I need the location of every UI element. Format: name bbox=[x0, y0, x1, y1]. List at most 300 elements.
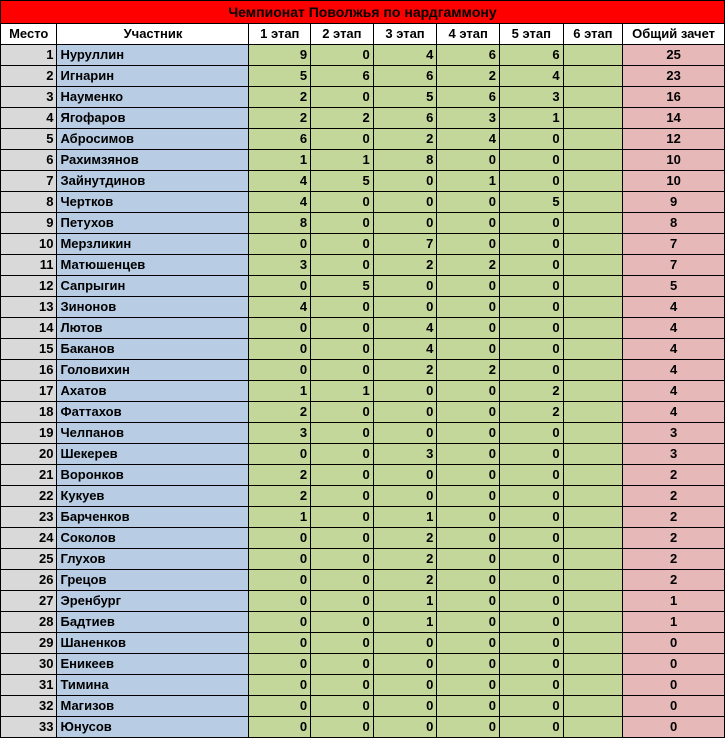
stage-4-cell[interactable]: 0 bbox=[437, 444, 500, 465]
stage-3-cell[interactable]: 0 bbox=[373, 171, 437, 192]
stage-2-cell[interactable]: 0 bbox=[311, 528, 374, 549]
stage-6-cell[interactable] bbox=[563, 192, 623, 213]
stage-4-cell[interactable]: 2 bbox=[437, 66, 500, 87]
stage-3-cell[interactable]: 0 bbox=[373, 297, 437, 318]
stage-1-cell[interactable]: 4 bbox=[249, 171, 311, 192]
place-cell[interactable]: 22 bbox=[1, 486, 57, 507]
participant-name-cell[interactable]: Тимина bbox=[57, 675, 249, 696]
participant-name-cell[interactable]: Лютов bbox=[57, 318, 249, 339]
stage-1-cell[interactable]: 0 bbox=[249, 654, 311, 675]
stage-3-cell[interactable]: 0 bbox=[373, 675, 437, 696]
stage-6-cell[interactable] bbox=[563, 549, 623, 570]
stage-5-cell[interactable]: 4 bbox=[499, 66, 563, 87]
total-cell[interactable]: 7 bbox=[623, 234, 725, 255]
stage-3-cell[interactable]: 2 bbox=[373, 129, 437, 150]
stage-1-cell[interactable]: 0 bbox=[249, 360, 311, 381]
total-cell[interactable]: 4 bbox=[623, 339, 725, 360]
stage-4-cell[interactable]: 0 bbox=[437, 528, 500, 549]
stage-3-cell[interactable]: 4 bbox=[373, 339, 437, 360]
stage-4-cell[interactable]: 0 bbox=[437, 318, 500, 339]
header-stage-1[interactable]: 1 этап bbox=[249, 24, 311, 45]
stage-5-cell[interactable]: 0 bbox=[499, 612, 563, 633]
stage-4-cell[interactable]: 0 bbox=[437, 276, 500, 297]
stage-6-cell[interactable] bbox=[563, 108, 623, 129]
stage-2-cell[interactable]: 0 bbox=[311, 423, 374, 444]
stage-4-cell[interactable]: 0 bbox=[437, 234, 500, 255]
stage-3-cell[interactable]: 0 bbox=[373, 192, 437, 213]
stage-1-cell[interactable]: 0 bbox=[249, 612, 311, 633]
participant-name-cell[interactable]: Барченков bbox=[57, 507, 249, 528]
total-cell[interactable]: 4 bbox=[623, 381, 725, 402]
stage-2-cell[interactable]: 1 bbox=[311, 381, 374, 402]
stage-6-cell[interactable] bbox=[563, 528, 623, 549]
stage-6-cell[interactable] bbox=[563, 318, 623, 339]
stage-1-cell[interactable]: 0 bbox=[249, 717, 311, 738]
total-cell[interactable]: 4 bbox=[623, 360, 725, 381]
stage-4-cell[interactable]: 0 bbox=[437, 381, 500, 402]
stage-2-cell[interactable]: 0 bbox=[311, 402, 374, 423]
participant-name-cell[interactable]: Рахимзянов bbox=[57, 150, 249, 171]
place-cell[interactable]: 3 bbox=[1, 87, 57, 108]
stage-3-cell[interactable]: 0 bbox=[373, 423, 437, 444]
stage-1-cell[interactable]: 0 bbox=[249, 549, 311, 570]
stage-4-cell[interactable]: 6 bbox=[437, 87, 500, 108]
stage-2-cell[interactable]: 0 bbox=[311, 444, 374, 465]
participant-name-cell[interactable]: Ахатов bbox=[57, 381, 249, 402]
stage-1-cell[interactable]: 1 bbox=[249, 381, 311, 402]
participant-name-cell[interactable]: Шаненков bbox=[57, 633, 249, 654]
stage-4-cell[interactable]: 0 bbox=[437, 213, 500, 234]
stage-3-cell[interactable]: 8 bbox=[373, 150, 437, 171]
stage-1-cell[interactable]: 0 bbox=[249, 675, 311, 696]
stage-3-cell[interactable]: 0 bbox=[373, 402, 437, 423]
stage-6-cell[interactable] bbox=[563, 234, 623, 255]
stage-2-cell[interactable]: 0 bbox=[311, 549, 374, 570]
stage-3-cell[interactable]: 4 bbox=[373, 45, 437, 66]
total-cell[interactable]: 2 bbox=[623, 486, 725, 507]
place-cell[interactable]: 25 bbox=[1, 549, 57, 570]
participant-name-cell[interactable]: Челпанов bbox=[57, 423, 249, 444]
place-cell[interactable]: 23 bbox=[1, 507, 57, 528]
participant-name-cell[interactable]: Нуруллин bbox=[57, 45, 249, 66]
stage-5-cell[interactable]: 0 bbox=[499, 297, 563, 318]
stage-6-cell[interactable] bbox=[563, 465, 623, 486]
participant-name-cell[interactable]: Абросимов bbox=[57, 129, 249, 150]
stage-2-cell[interactable]: 0 bbox=[311, 129, 374, 150]
place-cell[interactable]: 28 bbox=[1, 612, 57, 633]
participant-name-cell[interactable]: Зинонов bbox=[57, 297, 249, 318]
place-cell[interactable]: 9 bbox=[1, 213, 57, 234]
stage-5-cell[interactable]: 0 bbox=[499, 360, 563, 381]
table-title[interactable]: Чемпионат Поволжья по нардгаммону bbox=[1, 1, 725, 24]
stage-1-cell[interactable]: 1 bbox=[249, 150, 311, 171]
stage-3-cell[interactable]: 2 bbox=[373, 549, 437, 570]
stage-6-cell[interactable] bbox=[563, 633, 623, 654]
stage-3-cell[interactable]: 4 bbox=[373, 318, 437, 339]
place-cell[interactable]: 13 bbox=[1, 297, 57, 318]
participant-name-cell[interactable]: Науменко bbox=[57, 87, 249, 108]
place-cell[interactable]: 6 bbox=[1, 150, 57, 171]
total-cell[interactable]: 14 bbox=[623, 108, 725, 129]
total-cell[interactable]: 2 bbox=[623, 507, 725, 528]
stage-6-cell[interactable] bbox=[563, 381, 623, 402]
stage-1-cell[interactable]: 0 bbox=[249, 591, 311, 612]
place-cell[interactable]: 33 bbox=[1, 717, 57, 738]
stage-4-cell[interactable]: 0 bbox=[437, 675, 500, 696]
place-cell[interactable]: 7 bbox=[1, 171, 57, 192]
stage-3-cell[interactable]: 2 bbox=[373, 360, 437, 381]
stage-4-cell[interactable]: 0 bbox=[437, 465, 500, 486]
stage-2-cell[interactable]: 0 bbox=[311, 612, 374, 633]
place-cell[interactable]: 16 bbox=[1, 360, 57, 381]
stage-1-cell[interactable]: 1 bbox=[249, 507, 311, 528]
stage-3-cell[interactable]: 0 bbox=[373, 276, 437, 297]
place-cell[interactable]: 18 bbox=[1, 402, 57, 423]
stage-5-cell[interactable]: 0 bbox=[499, 171, 563, 192]
stage-6-cell[interactable] bbox=[563, 675, 623, 696]
stage-2-cell[interactable]: 0 bbox=[311, 570, 374, 591]
stage-2-cell[interactable]: 0 bbox=[311, 633, 374, 654]
stage-1-cell[interactable]: 0 bbox=[249, 234, 311, 255]
stage-2-cell[interactable]: 0 bbox=[311, 318, 374, 339]
stage-5-cell[interactable]: 0 bbox=[499, 591, 563, 612]
total-cell[interactable]: 23 bbox=[623, 66, 725, 87]
participant-name-cell[interactable]: Петухов bbox=[57, 213, 249, 234]
stage-5-cell[interactable]: 0 bbox=[499, 570, 563, 591]
stage-6-cell[interactable] bbox=[563, 486, 623, 507]
stage-6-cell[interactable] bbox=[563, 654, 623, 675]
place-cell[interactable]: 32 bbox=[1, 696, 57, 717]
stage-2-cell[interactable]: 0 bbox=[311, 717, 374, 738]
stage-3-cell[interactable]: 5 bbox=[373, 87, 437, 108]
header-participant[interactable]: Участник bbox=[57, 24, 249, 45]
stage-4-cell[interactable]: 0 bbox=[437, 717, 500, 738]
stage-4-cell[interactable]: 0 bbox=[437, 591, 500, 612]
stage-6-cell[interactable] bbox=[563, 717, 623, 738]
participant-name-cell[interactable]: Баканов bbox=[57, 339, 249, 360]
stage-1-cell[interactable]: 3 bbox=[249, 255, 311, 276]
stage-1-cell[interactable]: 0 bbox=[249, 339, 311, 360]
stage-5-cell[interactable]: 0 bbox=[499, 549, 563, 570]
total-cell[interactable]: 10 bbox=[623, 150, 725, 171]
place-cell[interactable]: 17 bbox=[1, 381, 57, 402]
header-stage-2[interactable]: 2 этап bbox=[311, 24, 374, 45]
stage-4-cell[interactable]: 0 bbox=[437, 423, 500, 444]
participant-name-cell[interactable]: Фаттахов bbox=[57, 402, 249, 423]
stage-5-cell[interactable]: 6 bbox=[499, 45, 563, 66]
stage-5-cell[interactable]: 0 bbox=[499, 150, 563, 171]
place-cell[interactable]: 31 bbox=[1, 675, 57, 696]
stage-1-cell[interactable]: 6 bbox=[249, 129, 311, 150]
stage-3-cell[interactable]: 6 bbox=[373, 66, 437, 87]
participant-name-cell[interactable]: Шекерев bbox=[57, 444, 249, 465]
stage-1-cell[interactable]: 4 bbox=[249, 297, 311, 318]
stage-2-cell[interactable]: 0 bbox=[311, 654, 374, 675]
stage-5-cell[interactable]: 1 bbox=[499, 108, 563, 129]
stage-1-cell[interactable]: 0 bbox=[249, 570, 311, 591]
stage-4-cell[interactable]: 0 bbox=[437, 696, 500, 717]
stage-6-cell[interactable] bbox=[563, 570, 623, 591]
stage-2-cell[interactable]: 0 bbox=[311, 360, 374, 381]
place-cell[interactable]: 2 bbox=[1, 66, 57, 87]
stage-5-cell[interactable]: 5 bbox=[499, 192, 563, 213]
stage-1-cell[interactable]: 2 bbox=[249, 108, 311, 129]
stage-5-cell[interactable]: 0 bbox=[499, 276, 563, 297]
participant-name-cell[interactable]: Бадтиев bbox=[57, 612, 249, 633]
stage-4-cell[interactable]: 2 bbox=[437, 360, 500, 381]
stage-6-cell[interactable] bbox=[563, 276, 623, 297]
place-cell[interactable]: 14 bbox=[1, 318, 57, 339]
place-cell[interactable]: 26 bbox=[1, 570, 57, 591]
stage-1-cell[interactable]: 2 bbox=[249, 486, 311, 507]
place-cell[interactable]: 30 bbox=[1, 654, 57, 675]
stage-6-cell[interactable] bbox=[563, 213, 623, 234]
stage-4-cell[interactable]: 0 bbox=[437, 297, 500, 318]
place-cell[interactable]: 20 bbox=[1, 444, 57, 465]
participant-name-cell[interactable]: Воронков bbox=[57, 465, 249, 486]
stage-1-cell[interactable]: 2 bbox=[249, 87, 311, 108]
stage-4-cell[interactable]: 0 bbox=[437, 507, 500, 528]
stage-1-cell[interactable]: 4 bbox=[249, 192, 311, 213]
stage-5-cell[interactable]: 0 bbox=[499, 654, 563, 675]
stage-3-cell[interactable]: 0 bbox=[373, 654, 437, 675]
place-cell[interactable]: 5 bbox=[1, 129, 57, 150]
stage-5-cell[interactable]: 0 bbox=[499, 507, 563, 528]
stage-5-cell[interactable]: 0 bbox=[499, 213, 563, 234]
stage-5-cell[interactable]: 0 bbox=[499, 465, 563, 486]
participant-name-cell[interactable]: Ягофаров bbox=[57, 108, 249, 129]
stage-1-cell[interactable]: 0 bbox=[249, 444, 311, 465]
stage-3-cell[interactable]: 1 bbox=[373, 591, 437, 612]
stage-5-cell[interactable]: 0 bbox=[499, 717, 563, 738]
participant-name-cell[interactable]: Глухов bbox=[57, 549, 249, 570]
header-total[interactable]: Общий зачет bbox=[623, 24, 725, 45]
stage-4-cell[interactable]: 0 bbox=[437, 549, 500, 570]
stage-2-cell[interactable]: 0 bbox=[311, 255, 374, 276]
stage-1-cell[interactable]: 0 bbox=[249, 633, 311, 654]
total-cell[interactable]: 7 bbox=[623, 255, 725, 276]
total-cell[interactable]: 5 bbox=[623, 276, 725, 297]
total-cell[interactable]: 4 bbox=[623, 297, 725, 318]
participant-name-cell[interactable]: Грецов bbox=[57, 570, 249, 591]
stage-3-cell[interactable]: 0 bbox=[373, 465, 437, 486]
stage-5-cell[interactable]: 0 bbox=[499, 486, 563, 507]
total-cell[interactable]: 0 bbox=[623, 675, 725, 696]
stage-2-cell[interactable]: 0 bbox=[311, 234, 374, 255]
stage-6-cell[interactable] bbox=[563, 87, 623, 108]
stage-2-cell[interactable]: 2 bbox=[311, 108, 374, 129]
participant-name-cell[interactable]: Зайнутдинов bbox=[57, 171, 249, 192]
stage-5-cell[interactable]: 0 bbox=[499, 129, 563, 150]
total-cell[interactable]: 0 bbox=[623, 696, 725, 717]
place-cell[interactable]: 21 bbox=[1, 465, 57, 486]
participant-name-cell[interactable]: Матюшенцев bbox=[57, 255, 249, 276]
stage-3-cell[interactable]: 0 bbox=[373, 717, 437, 738]
total-cell[interactable]: 2 bbox=[623, 549, 725, 570]
stage-3-cell[interactable]: 0 bbox=[373, 213, 437, 234]
participant-name-cell[interactable]: Еникеев bbox=[57, 654, 249, 675]
total-cell[interactable]: 16 bbox=[623, 87, 725, 108]
total-cell[interactable]: 2 bbox=[623, 528, 725, 549]
stage-3-cell[interactable]: 0 bbox=[373, 696, 437, 717]
stage-6-cell[interactable] bbox=[563, 150, 623, 171]
participant-name-cell[interactable]: Игнарин bbox=[57, 66, 249, 87]
stage-4-cell[interactable]: 0 bbox=[437, 150, 500, 171]
stage-2-cell[interactable]: 0 bbox=[311, 591, 374, 612]
stage-2-cell[interactable]: 5 bbox=[311, 276, 374, 297]
stage-2-cell[interactable]: 1 bbox=[311, 150, 374, 171]
stage-5-cell[interactable]: 0 bbox=[499, 234, 563, 255]
stage-1-cell[interactable]: 2 bbox=[249, 402, 311, 423]
stage-2-cell[interactable]: 0 bbox=[311, 675, 374, 696]
stage-6-cell[interactable] bbox=[563, 129, 623, 150]
stage-1-cell[interactable]: 0 bbox=[249, 696, 311, 717]
stage-4-cell[interactable]: 4 bbox=[437, 129, 500, 150]
header-stage-5[interactable]: 5 этап bbox=[499, 24, 563, 45]
total-cell[interactable]: 0 bbox=[623, 633, 725, 654]
stage-6-cell[interactable] bbox=[563, 339, 623, 360]
total-cell[interactable]: 10 bbox=[623, 171, 725, 192]
stage-2-cell[interactable]: 5 bbox=[311, 171, 374, 192]
stage-3-cell[interactable]: 2 bbox=[373, 528, 437, 549]
stage-2-cell[interactable]: 6 bbox=[311, 66, 374, 87]
stage-3-cell[interactable]: 0 bbox=[373, 381, 437, 402]
stage-4-cell[interactable]: 0 bbox=[437, 633, 500, 654]
stage-2-cell[interactable]: 0 bbox=[311, 339, 374, 360]
stage-3-cell[interactable]: 1 bbox=[373, 507, 437, 528]
stage-4-cell[interactable]: 0 bbox=[437, 339, 500, 360]
stage-4-cell[interactable]: 0 bbox=[437, 486, 500, 507]
stage-5-cell[interactable]: 0 bbox=[499, 255, 563, 276]
stage-1-cell[interactable]: 5 bbox=[249, 66, 311, 87]
stage-5-cell[interactable]: 2 bbox=[499, 381, 563, 402]
participant-name-cell[interactable]: Магизов bbox=[57, 696, 249, 717]
participant-name-cell[interactable]: Эренбург bbox=[57, 591, 249, 612]
place-cell[interactable]: 8 bbox=[1, 192, 57, 213]
place-cell[interactable]: 24 bbox=[1, 528, 57, 549]
stage-2-cell[interactable]: 0 bbox=[311, 507, 374, 528]
header-stage-6[interactable]: 6 этап bbox=[563, 24, 623, 45]
stage-5-cell[interactable]: 0 bbox=[499, 675, 563, 696]
total-cell[interactable]: 1 bbox=[623, 612, 725, 633]
stage-3-cell[interactable]: 0 bbox=[373, 633, 437, 654]
stage-5-cell[interactable]: 2 bbox=[499, 402, 563, 423]
stage-4-cell[interactable]: 6 bbox=[437, 45, 500, 66]
stage-6-cell[interactable] bbox=[563, 255, 623, 276]
total-cell[interactable]: 1 bbox=[623, 591, 725, 612]
stage-1-cell[interactable]: 3 bbox=[249, 423, 311, 444]
stage-1-cell[interactable]: 0 bbox=[249, 318, 311, 339]
stage-1-cell[interactable]: 8 bbox=[249, 213, 311, 234]
stage-3-cell[interactable]: 7 bbox=[373, 234, 437, 255]
total-cell[interactable]: 12 bbox=[623, 129, 725, 150]
total-cell[interactable]: 9 bbox=[623, 192, 725, 213]
participant-name-cell[interactable]: Чертков bbox=[57, 192, 249, 213]
place-cell[interactable]: 19 bbox=[1, 423, 57, 444]
stage-6-cell[interactable] bbox=[563, 45, 623, 66]
stage-6-cell[interactable] bbox=[563, 360, 623, 381]
place-cell[interactable]: 15 bbox=[1, 339, 57, 360]
stage-5-cell[interactable]: 0 bbox=[499, 696, 563, 717]
stage-4-cell[interactable]: 3 bbox=[437, 108, 500, 129]
stage-3-cell[interactable]: 6 bbox=[373, 108, 437, 129]
stage-2-cell[interactable]: 0 bbox=[311, 192, 374, 213]
stage-1-cell[interactable]: 9 bbox=[249, 45, 311, 66]
place-cell[interactable]: 11 bbox=[1, 255, 57, 276]
total-cell[interactable]: 0 bbox=[623, 717, 725, 738]
total-cell[interactable]: 3 bbox=[623, 444, 725, 465]
total-cell[interactable]: 8 bbox=[623, 213, 725, 234]
total-cell[interactable]: 3 bbox=[623, 423, 725, 444]
header-place[interactable]: Место bbox=[1, 24, 57, 45]
stage-6-cell[interactable] bbox=[563, 696, 623, 717]
stage-6-cell[interactable] bbox=[563, 66, 623, 87]
stage-5-cell[interactable]: 0 bbox=[499, 528, 563, 549]
stage-6-cell[interactable] bbox=[563, 612, 623, 633]
place-cell[interactable]: 27 bbox=[1, 591, 57, 612]
total-cell[interactable]: 25 bbox=[623, 45, 725, 66]
stage-4-cell[interactable]: 0 bbox=[437, 612, 500, 633]
stage-4-cell[interactable]: 0 bbox=[437, 654, 500, 675]
stage-3-cell[interactable]: 0 bbox=[373, 486, 437, 507]
place-cell[interactable]: 4 bbox=[1, 108, 57, 129]
stage-2-cell[interactable]: 0 bbox=[311, 213, 374, 234]
stage-5-cell[interactable]: 3 bbox=[499, 87, 563, 108]
stage-1-cell[interactable]: 0 bbox=[249, 528, 311, 549]
stage-3-cell[interactable]: 3 bbox=[373, 444, 437, 465]
participant-name-cell[interactable]: Юнусов bbox=[57, 717, 249, 738]
stage-6-cell[interactable] bbox=[563, 297, 623, 318]
stage-6-cell[interactable] bbox=[563, 423, 623, 444]
stage-4-cell[interactable]: 0 bbox=[437, 402, 500, 423]
stage-3-cell[interactable]: 2 bbox=[373, 570, 437, 591]
stage-2-cell[interactable]: 0 bbox=[311, 297, 374, 318]
stage-5-cell[interactable]: 0 bbox=[499, 444, 563, 465]
stage-4-cell[interactable]: 0 bbox=[437, 570, 500, 591]
stage-6-cell[interactable] bbox=[563, 507, 623, 528]
stage-5-cell[interactable]: 0 bbox=[499, 633, 563, 654]
stage-3-cell[interactable]: 1 bbox=[373, 612, 437, 633]
participant-name-cell[interactable]: Мерзликин bbox=[57, 234, 249, 255]
header-stage-3[interactable]: 3 этап bbox=[373, 24, 437, 45]
participant-name-cell[interactable]: Сапрыгин bbox=[57, 276, 249, 297]
stage-4-cell[interactable]: 0 bbox=[437, 192, 500, 213]
place-cell[interactable]: 12 bbox=[1, 276, 57, 297]
stage-6-cell[interactable] bbox=[563, 402, 623, 423]
stage-6-cell[interactable] bbox=[563, 591, 623, 612]
stage-1-cell[interactable]: 2 bbox=[249, 465, 311, 486]
place-cell[interactable]: 29 bbox=[1, 633, 57, 654]
total-cell[interactable]: 4 bbox=[623, 402, 725, 423]
stage-3-cell[interactable]: 2 bbox=[373, 255, 437, 276]
stage-2-cell[interactable]: 0 bbox=[311, 87, 374, 108]
stage-2-cell[interactable]: 0 bbox=[311, 486, 374, 507]
place-cell[interactable]: 1 bbox=[1, 45, 57, 66]
stage-6-cell[interactable] bbox=[563, 171, 623, 192]
participant-name-cell[interactable]: Кукуев bbox=[57, 486, 249, 507]
participant-name-cell[interactable]: Головихин bbox=[57, 360, 249, 381]
stage-1-cell[interactable]: 0 bbox=[249, 276, 311, 297]
stage-5-cell[interactable]: 0 bbox=[499, 339, 563, 360]
total-cell[interactable]: 2 bbox=[623, 570, 725, 591]
total-cell[interactable]: 0 bbox=[623, 654, 725, 675]
total-cell[interactable]: 2 bbox=[623, 465, 725, 486]
stage-2-cell[interactable]: 0 bbox=[311, 45, 374, 66]
total-cell[interactable]: 4 bbox=[623, 318, 725, 339]
header-stage-4[interactable]: 4 этап bbox=[437, 24, 500, 45]
stage-4-cell[interactable]: 1 bbox=[437, 171, 500, 192]
place-cell[interactable]: 10 bbox=[1, 234, 57, 255]
